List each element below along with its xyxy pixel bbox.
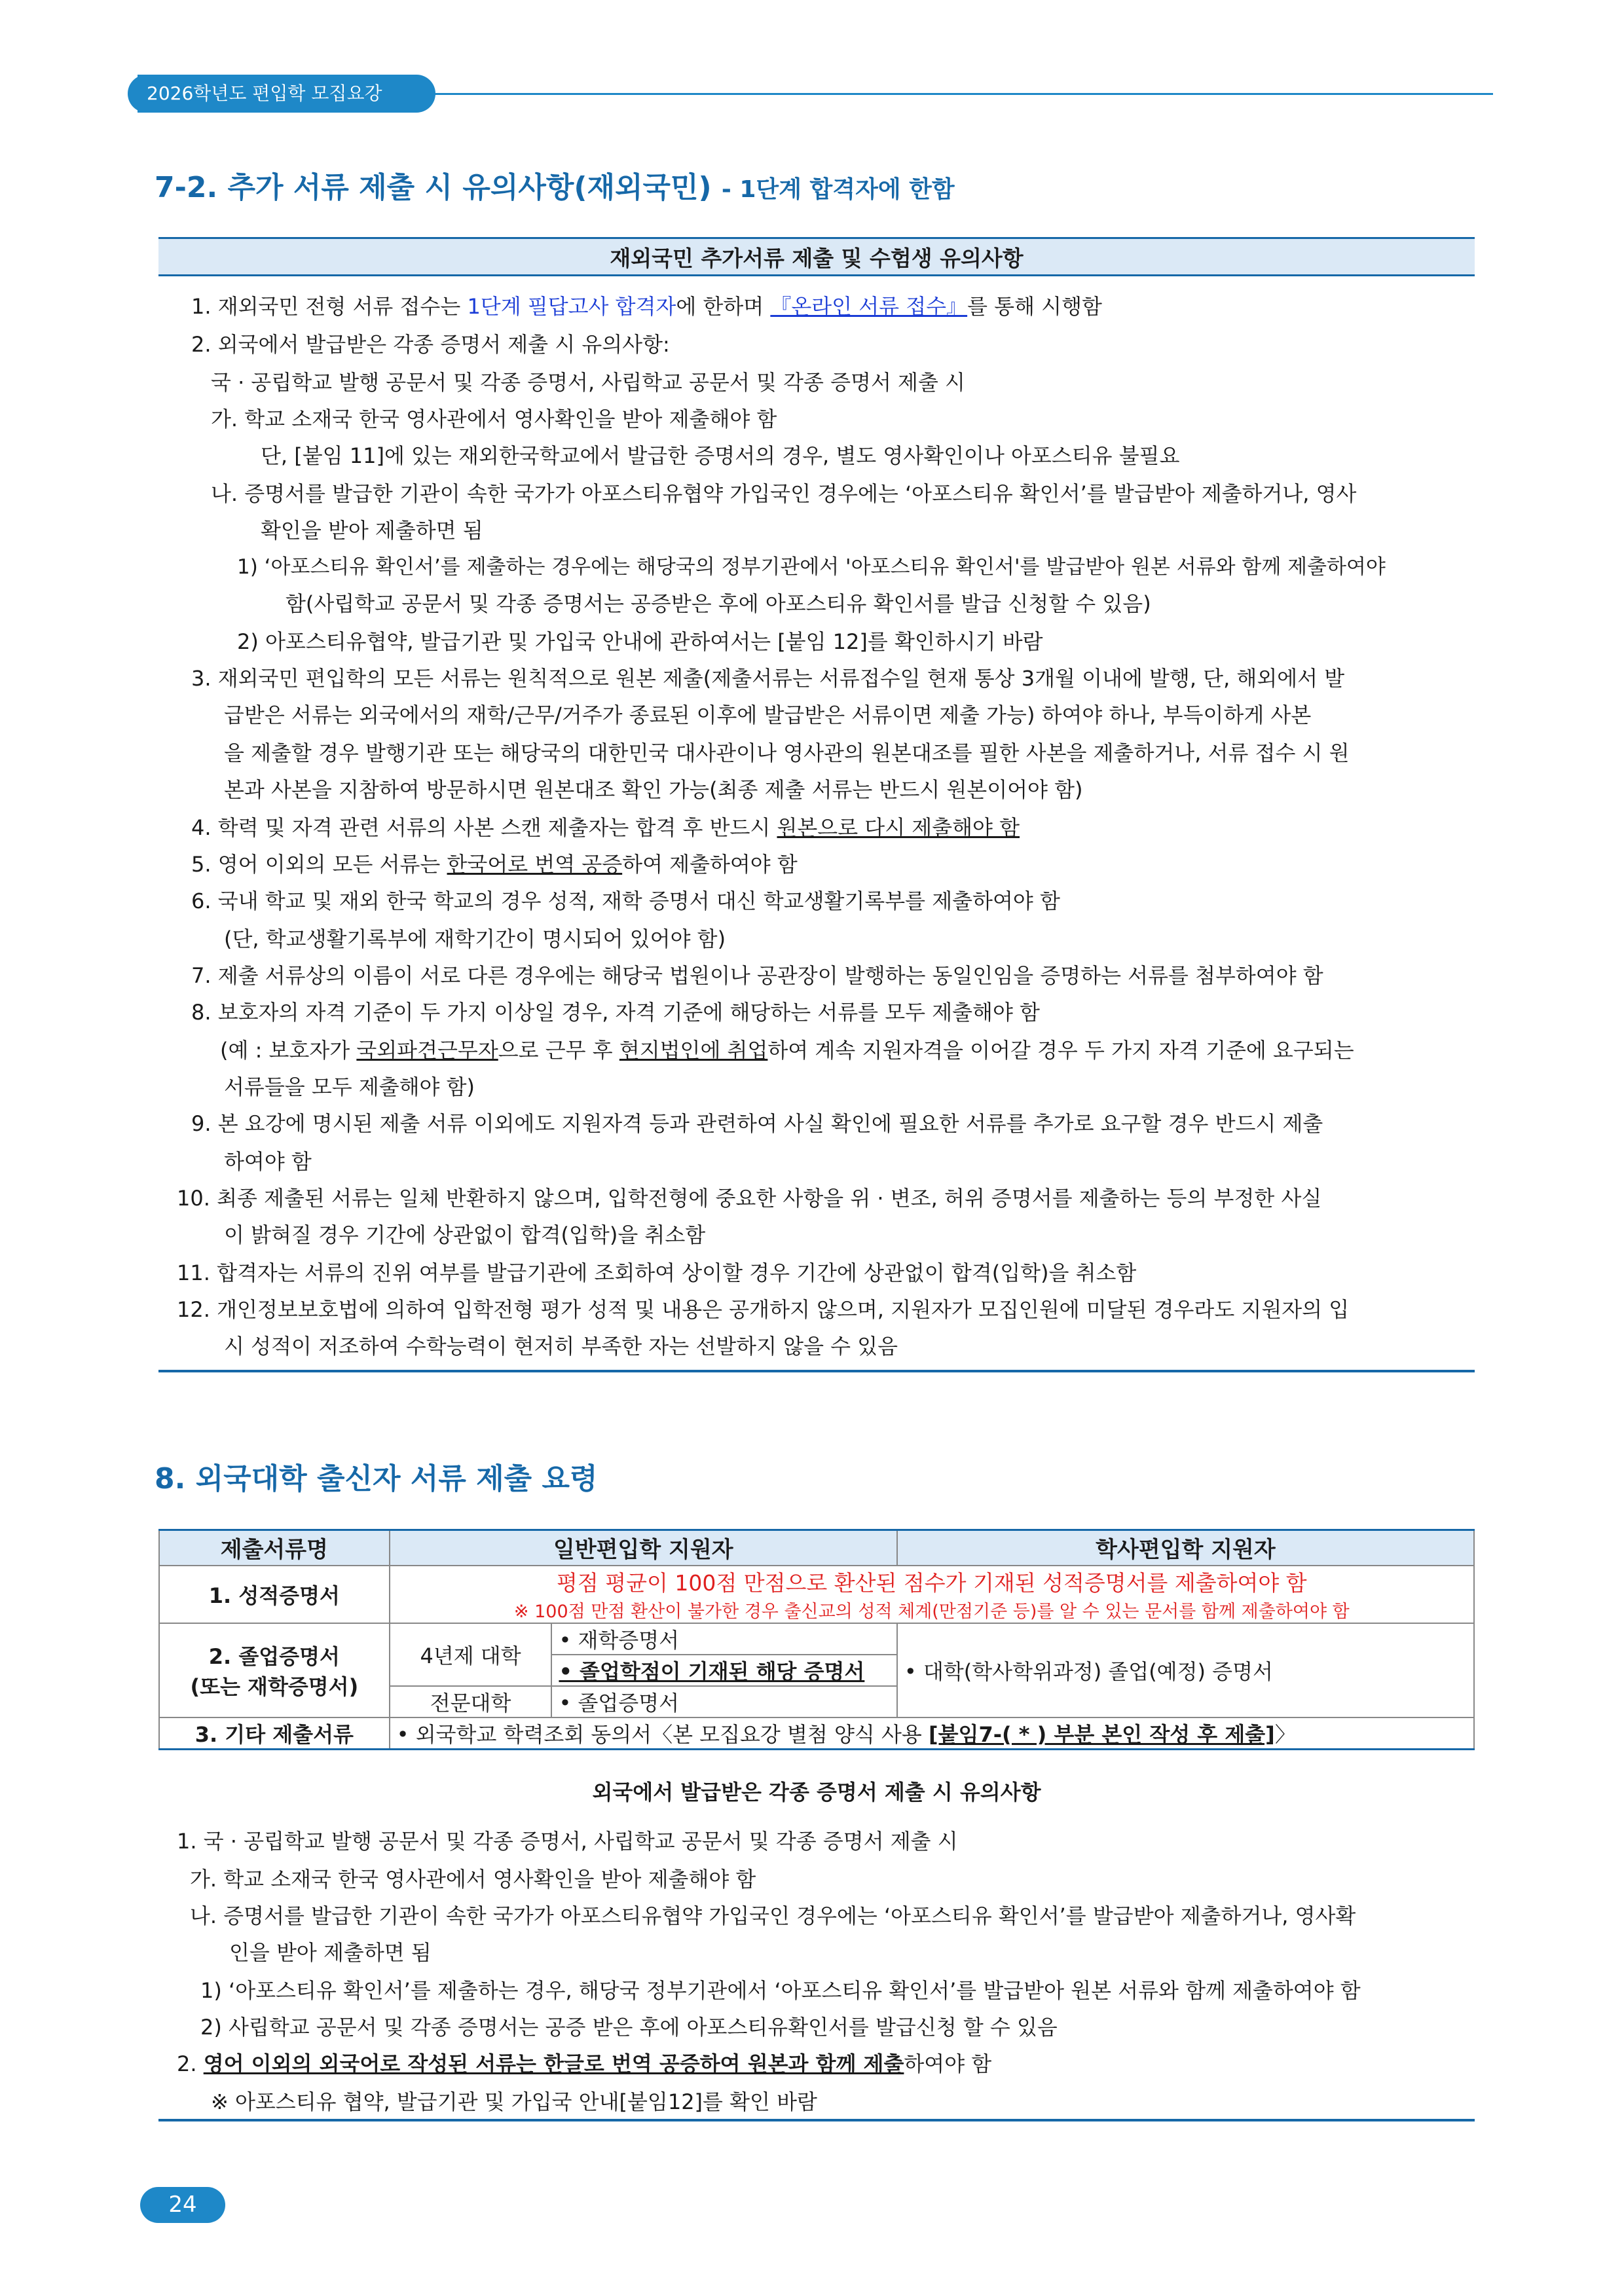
cell-bachelor-grad: • 대학(학사학위과정) 졸업(예정) 증명서	[897, 1623, 1474, 1717]
notice-line-7: 확인을 받아 제출하면 됨	[261, 518, 483, 543]
notice-line-1: 1. 재외국민 전형 서류 접수는 1단계 필답고사 합격자에 한하며 『온라인 서류 접수』를 통해 시행함	[191, 294, 1102, 319]
row-label-other: 3. 기타 제출서류	[159, 1717, 390, 1750]
notice-line-15: 4. 학력 및 자격 관련 서류의 사본 스캔 제출자는 합격 후 반드시 원본으로 다시 제출해야 함	[191, 815, 1020, 840]
cell-4yr-credits: • 졸업학점이 기재된 해당 증명서	[551, 1655, 896, 1686]
cell-other-docs: • 외국학교 학력조회 동의서〈본 모집요강 별첨 양식 사용 [붙임7-( * ) 부분 본인 작성 후 제출]〉	[390, 1717, 1474, 1750]
notice-line-6: 나. 증명서를 발급한 기관이 속한 국가가 아포스티유협약 가입국인 경우에는 ‘아포스티유 확인서’를 발급받아 제출하거나, 영사	[211, 481, 1357, 506]
notice-line-21: (예 : 보호자가 국외파견근무자으로 근무 후 현지법인에 취업하여 계속 지원자격을 이어갈 경우 두 가지 자격 기준에 요구되는	[220, 1038, 1354, 1063]
section-8-bottom-rule	[158, 2119, 1475, 2121]
foreign-note-4: 인을 받아 제출하면 됨	[229, 1940, 432, 1965]
row-label-graduation: 2. 졸업증명서 (또는 재학증명서)	[159, 1623, 390, 1717]
notice-line-28: 12. 개인정보보호법에 의하여 입학전형 평가 성적 및 내용은 공개하지 않으며, 지원자가 모집인원에 미달된 경우라도 지원자의 입	[177, 1297, 1350, 1322]
notice-line-4: 가. 학교 소재국 한국 영사관에서 영사확인을 받아 제출해야 함	[211, 407, 777, 431]
header-label: 2026학년도 편입학 모집요강	[138, 75, 435, 113]
page-number: 24	[140, 2187, 225, 2223]
cell-junior-grad: • 졸업증명서	[551, 1686, 896, 1717]
section-7-2-subtitle: - 1단계 합격자에 한함	[721, 176, 955, 203]
notice-line-23: 9. 본 요강에 명시된 제출 서류 이외에도 지원자격 등과 관련하여 사실 확인에 필요한 서류를 추가로 요구할 경우 반드시 제출	[191, 1111, 1323, 1136]
notice-line-26: 이 밝혀질 경우 기간에 상관없이 합격(입학)을 취소함	[224, 1222, 706, 1247]
foreign-note-3: 나. 증명서를 발급한 기관이 속한 국가가 아포스티유협약 가입국인 경우에는 ‘아포스티유 확인서’를 발급받아 제출하거나, 영사확	[190, 1903, 1356, 1928]
section-7-2-bottom-rule	[158, 1370, 1475, 1372]
foreign-note-5: 1) ‘아포스티유 확인서’를 제출하는 경우, 해당국 정부기관에서 ‘아포스티유 확인서’를 발급받아 원본 서류와 함께 제출하여야 함	[200, 1978, 1361, 2003]
table-row-transcript	[159, 1566, 1474, 1597]
table-header-row	[159, 1530, 1474, 1566]
transcript-note: ※ 100점 만점 환산이 불가한 경우 출신교의 성적 체계(만점기준 등)를 알 수 있는 문서를 함께 제출하여야 함	[390, 1597, 1474, 1623]
notice-line-22: 서류들을 모두 제출해야 함)	[224, 1074, 475, 1099]
col-header-bachelor: 학사편입학 지원자	[897, 1530, 1474, 1566]
cell-4yr-univ: 4년제 대학	[390, 1623, 552, 1686]
foreign-note-2: 가. 학교 소재국 한국 영사관에서 영사확인을 받아 제출해야 함	[190, 1867, 756, 1892]
header-rule	[419, 93, 1493, 95]
foreign-docs-notes-title: 외국에서 발급받은 각종 증명서 제출 시 유의사항	[592, 1780, 1041, 1805]
notice-line-25: 10. 최종 제출된 서류는 일체 반환하지 않으며, 입학전형에 중요한 사항을 위 · 변조, 허위 증명서를 제출하는 등의 부정한 사실	[177, 1186, 1322, 1211]
section-7-2-title: 7-2. 추가 서류 제출 시 유의사항(재외국민) - 1단계 합격자에 한함	[155, 171, 955, 204]
notice-line-24: 하여야 함	[224, 1149, 312, 1174]
cell-junior-college: 전문대학	[390, 1686, 552, 1717]
notice-line-27: 11. 합격자는 서류의 진위 여부를 발급기관에 조회하여 상이할 경우 기간에 상관없이 합격(입학)을 취소함	[177, 1260, 1137, 1285]
notice-line-12: 급받은 서류는 외국에서의 재학/근무/거주가 종료된 이후에 발급받은 서류이면 제출 가능) 하여야 하나, 부득이하게 사본	[224, 703, 1312, 727]
table-row-other	[159, 1717, 1474, 1750]
notice-line-8: 1) ‘아포스티유 확인서’를 제출하는 경우에는 해당국의 정부기관에서 '아포스티유 확인서'를 발급받아 원본 서류와 함께 제출하여야	[237, 555, 1386, 579]
foreign-note-8: ※ 아포스티유 협약, 발급기관 및 가입국 안내[붙임12]를 확인 바람	[211, 2089, 817, 2114]
notice-line-17: 6. 국내 학교 및 재외 한국 학교의 경우 성적, 재학 증명서 대신 학교생활기록부를 제출하여야 함	[191, 889, 1060, 913]
foreign-note-7: 2. 영어 이외의 외국어로 작성된 서류는 한글로 번역 공증하여 원본과 함께 제출하여야 함	[177, 2051, 992, 2076]
notice-line-9: 함(사립학교 공문서 및 각종 증명서는 공증받은 후에 아포스티유 확인서를 발급 신청할 수 있음)	[286, 591, 1151, 616]
foreign-note-6: 2) 사립학교 공문서 및 각종 증명서는 공증 받은 후에 아포스티유확인서를 발급신청 할 수 있음	[200, 2015, 1058, 2040]
notice-line-10: 2) 아포스티유협약, 발급기관 및 가입국 안내에 관하여서는 [붙임 12]를 확인하시기 바람	[237, 629, 1043, 654]
cell-4yr-enrollment: • 재학증명서	[551, 1623, 896, 1655]
section-8-title: 8. 외국대학 출신자 서류 제출 요령	[155, 1462, 598, 1496]
notice-line-18: (단, 학교생활기록부에 재학기간이 명시되어 있어야 함)	[224, 927, 726, 951]
online-submission-link[interactable]: 『온라인 서류 접수』	[770, 294, 968, 319]
foreign-note-1: 1. 국 · 공립학교 발행 공문서 및 각종 증명서, 사립학교 공문서 및 각종 증명서 제출 시	[177, 1829, 958, 1854]
notice-line-11: 3. 재외국민 편입학의 모든 서류는 원칙적으로 원본 제출(제출서류는 서류접수일 현재 통상 3개월 이내에 발행, 단, 해외에서 발	[191, 666, 1345, 691]
table-row-grad-1	[159, 1623, 1474, 1655]
documents-table	[158, 1529, 1475, 1750]
notice-line-3: 국 · 공립학교 발행 공문서 및 각종 증명서, 사립학교 공문서 및 각종 증명서 제출 시	[211, 370, 965, 395]
col-header-general: 일반편입학 지원자	[390, 1530, 897, 1566]
notice-box-title: 재외국민 추가서류 제출 및 수험생 유의사항	[158, 237, 1475, 276]
notice-line-20: 8. 보호자의 자격 기준이 두 가지 이상일 경우, 자격 기준에 해당하는 서류를 모두 제출해야 함	[191, 1000, 1040, 1025]
notice-line-19: 7. 제출 서류상의 이름이 서로 다른 경우에는 해당국 법원이나 공관장이 발행하는 동일인임을 증명하는 서류를 첨부하여야 함	[191, 963, 1323, 988]
notice-line-2: 2. 외국에서 발급받은 각종 증명서 제출 시 유의사항:	[191, 332, 670, 357]
row-label-transcript: 1. 성적증명서	[159, 1566, 390, 1623]
notice-line-29: 시 성적이 저조하여 수학능력이 현저히 부족한 자는 선발하지 않을 수 있음	[224, 1334, 898, 1359]
col-header-doc-name: 제출서류명	[159, 1530, 390, 1566]
notice-line-14: 본과 사본을 지참하여 방문하시면 원본대조 확인 가능(최종 제출 서류는 반드시 원본이어야 함)	[224, 777, 1083, 802]
transcript-requirement: 평점 평균이 100점 만점으로 환산된 점수가 기재된 성적증명서를 제출하여야 함	[390, 1566, 1474, 1597]
notice-line-5: 단, [붙임 11]에 있는 재외한국학교에서 발급한 증명서의 경우, 별도 영사확인이나 아포스티유 불필요	[261, 443, 1180, 468]
notice-line-13: 을 제출할 경우 발행기관 또는 해당국의 대한민국 대사관이나 영사관의 원본대조를 필한 사본을 제출하거나, 서류 접수 시 원	[224, 741, 1350, 765]
notice-line-16: 5. 영어 이외의 모든 서류는 한국어로 번역 공증하여 제출하여야 함	[191, 852, 798, 877]
